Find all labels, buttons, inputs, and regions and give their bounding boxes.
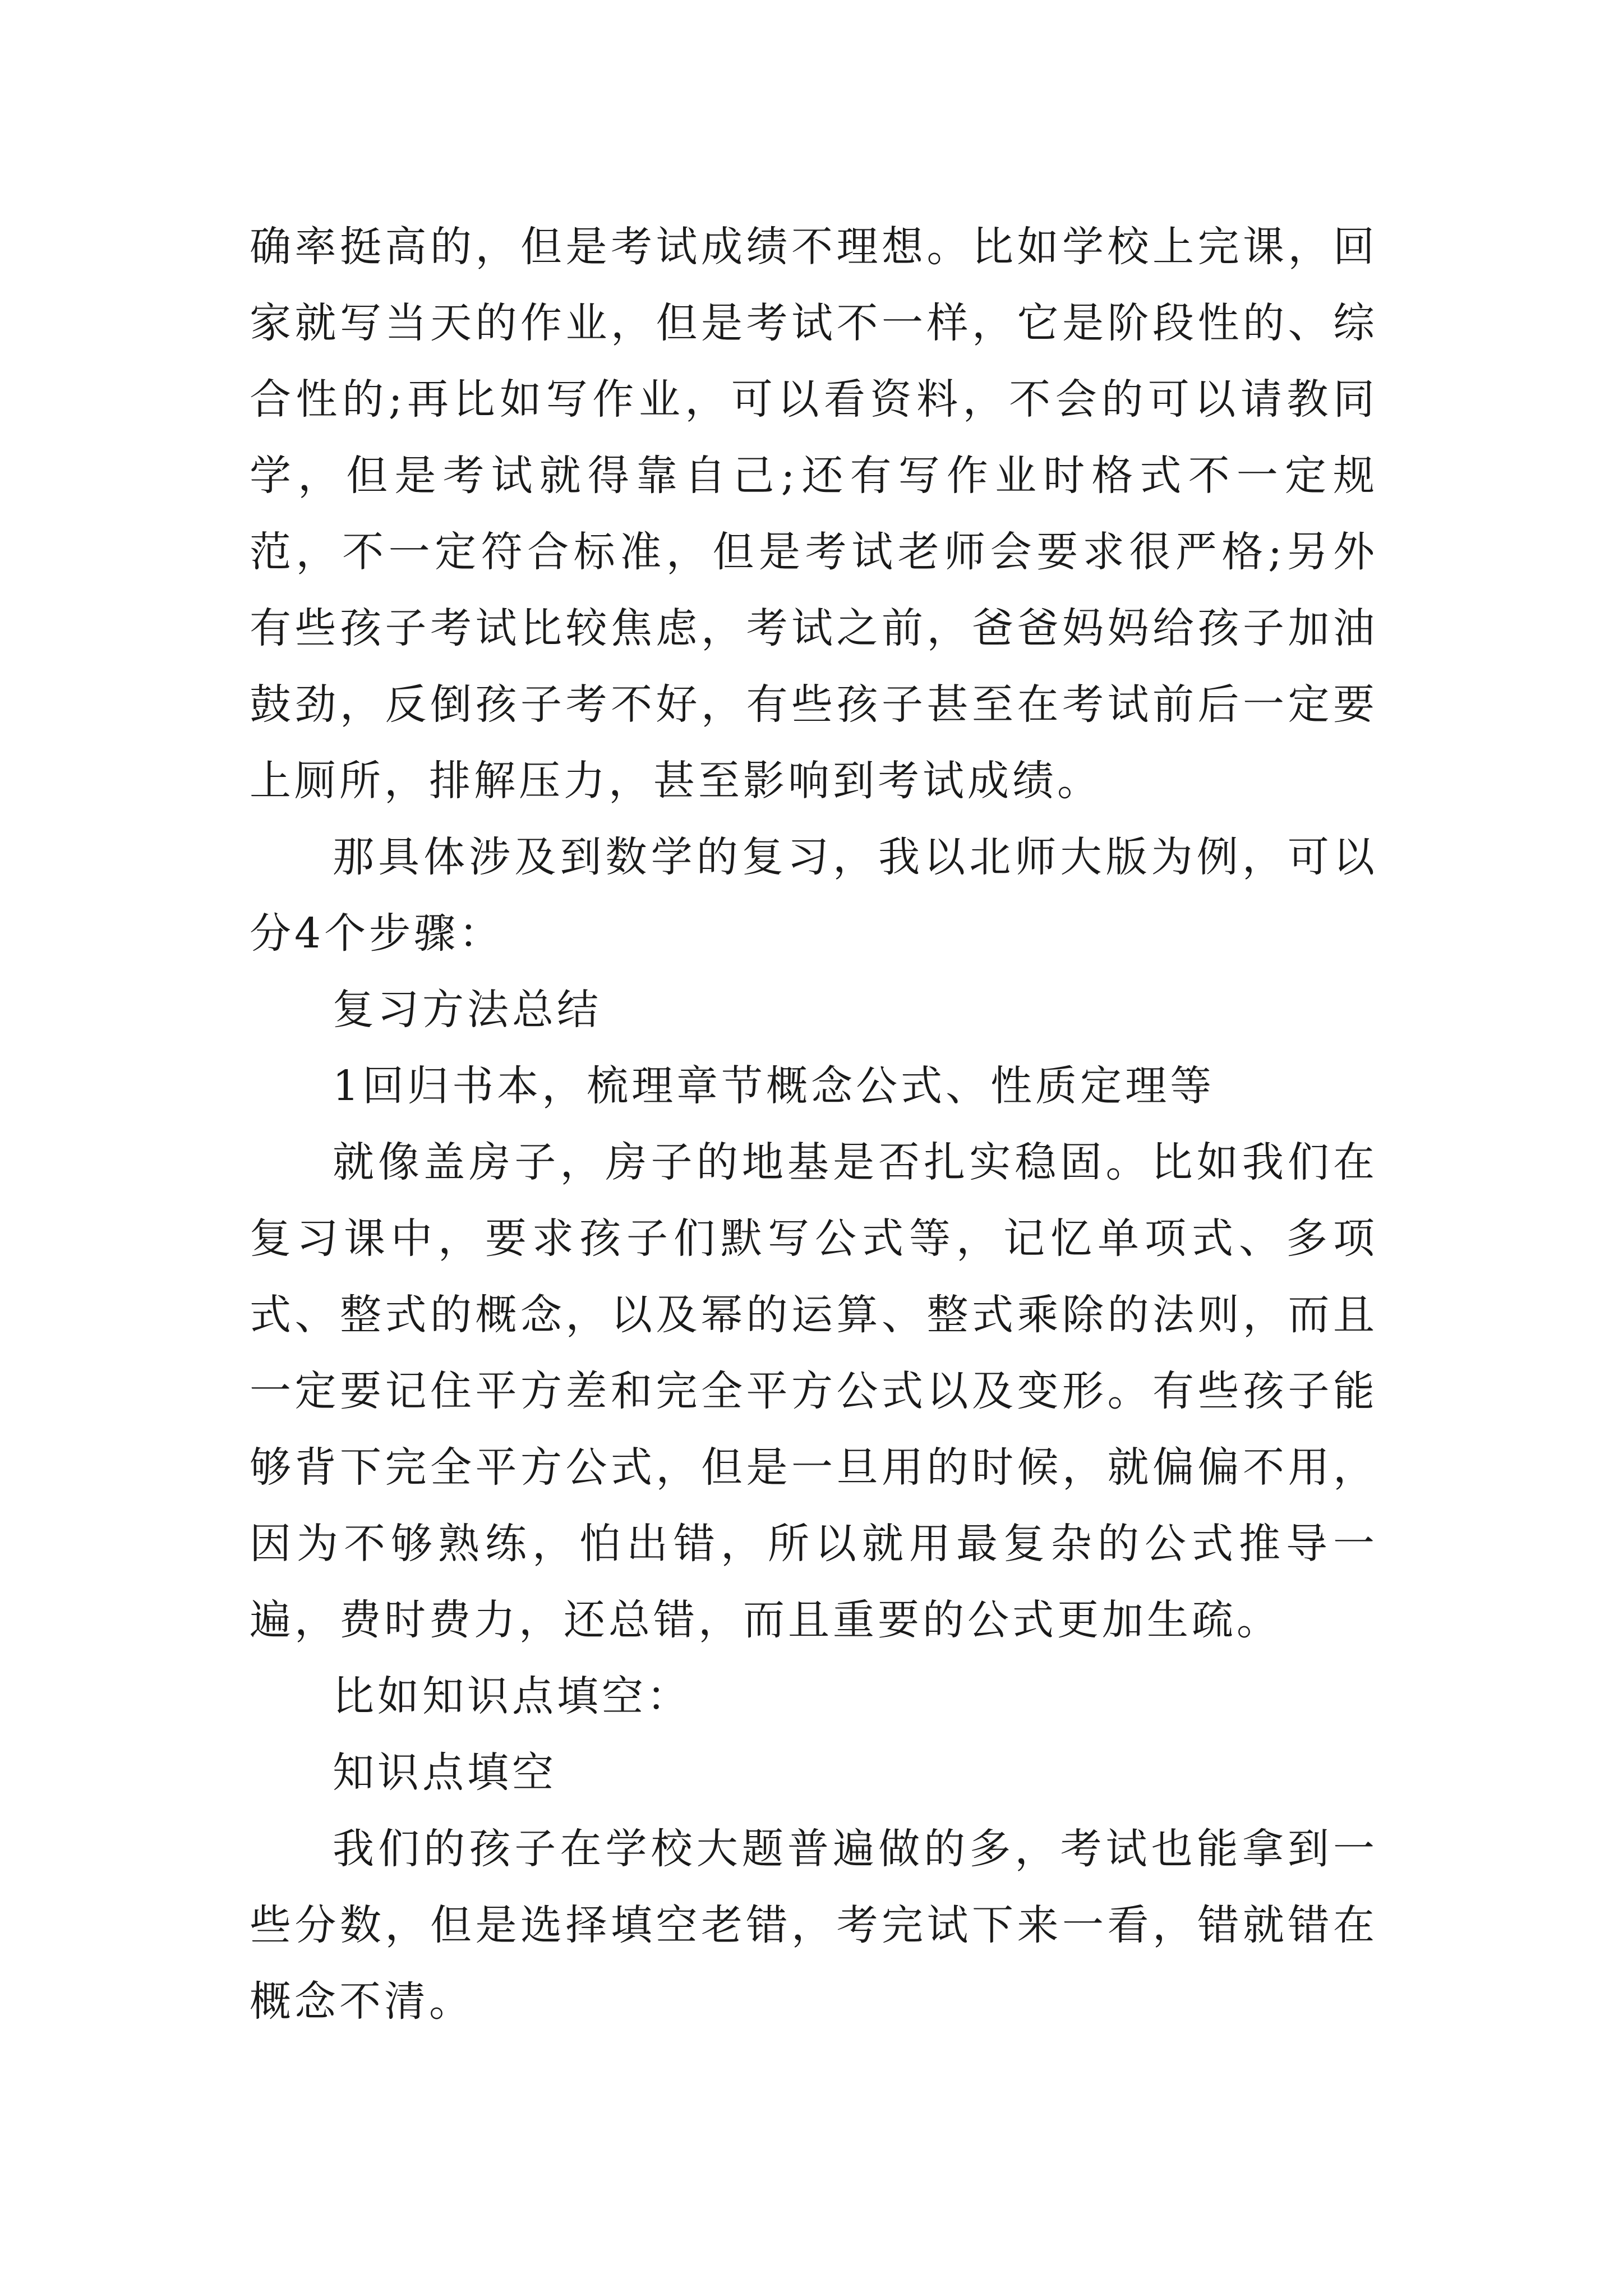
heading-step-1: 1回归书本，梳理章节概念公式、性质定理等 — [333, 1062, 1215, 1110]
paragraph-house-foundation: 就像盖房子，房子的地基是否扎实稳固。比如我们在复习课中，要求孩子们默写公式等，记忆单项式、多项式、整式的概念，以及幂的运算、整式乘除的法则，而且一定要记住平方差和完全平方公式以及变形。有些孩子能够背下完全平方公式，但是一旦用的时候，就偏偏不用，因为不够熟练，怕出错，所以就用最复杂的公式推导一遍，费时费力，还总错，而且重要的公式更加生疏。 — [250, 1138, 1378, 1644]
heading-review-method-summary: 复习方法总结 — [333, 986, 602, 1034]
paragraph-knowledge-fill-intro: 比如知识点填空： — [333, 1672, 691, 1720]
document-body — [250, 209, 1378, 2040]
paragraph-review-intro: 那具体涉及到数学的复习，我以北师大版为例，可以分4个步骤： — [250, 833, 1378, 958]
paragraph-concept-errors: 我们的孩子在学校大题普遍做的多，考试也能拿到一些分数，但是选择填空老错，考完试下来一看，错就错在概念不清。 — [250, 1825, 1378, 2026]
paragraph-exam-anxiety: 确率挺高的，但是考试成绩不理想。比如学校上完课，回家就写当天的作业，但是考试不一样，它是阶段性的、综合性的;再比如写作业，可以看资料，不会的可以请教同学，但是考试就得靠自己;还有写作业时格式不一定规范，不一定符合标准，但是考试老师会要求很严格;另外有些孩子考试比较焦虑，考试之前，爸爸妈妈给孩子加油鼓劲，反倒孩子考不好，有些孩子甚至在考试前后一定要上厕所，排解压力，甚至影响到考试成绩。 — [250, 223, 1378, 805]
heading-knowledge-fill: 知识点填空 — [333, 1749, 557, 1797]
